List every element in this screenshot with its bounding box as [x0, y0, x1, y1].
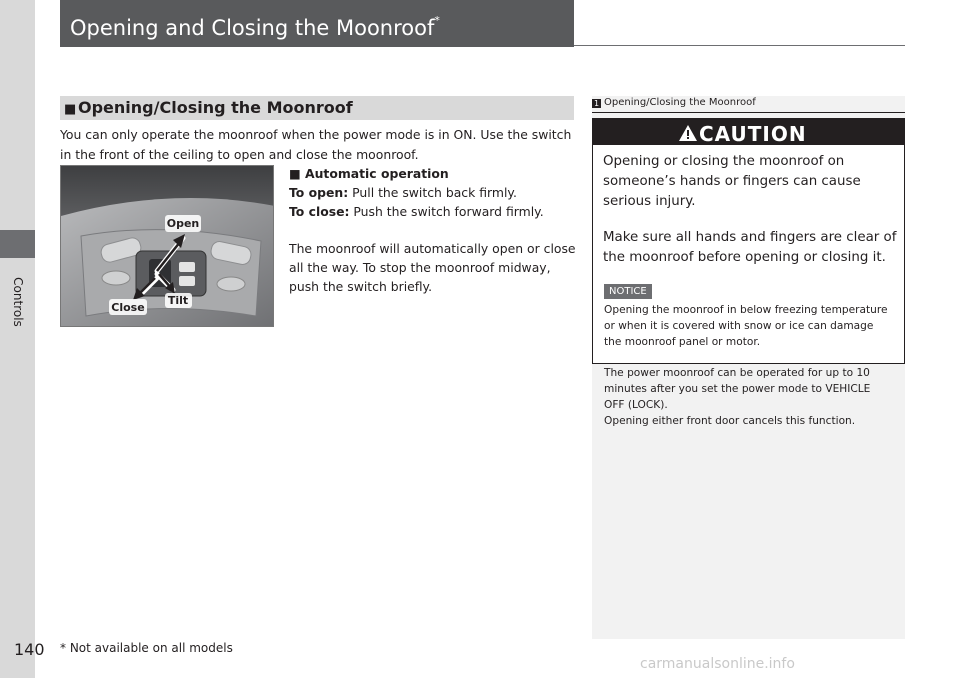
page-number: 140: [14, 640, 45, 659]
automatic-operation: [289, 164, 579, 296]
watermark: carmanualsonline.info: [640, 656, 795, 672]
to-close-line: To close: Push the switch forward firmly.: [289, 204, 544, 219]
notice-text: Opening the moonroof in below freezing temperature or when it is covered with snow or ice can damage the moonroof panel or motor. The power moonroof can be operated for up to 10 minutes after you set the power mode to VEHICLE OFF (LOCK). Opening either front door cancels this function.: [604, 304, 888, 427]
close-label: Close: [111, 301, 145, 314]
section-heading: [60, 96, 574, 120]
section-title: Opening/Closing the Moonroof: [78, 98, 353, 117]
moonroof-switch-photo: [60, 165, 274, 327]
page-header: [60, 0, 574, 47]
intro-text: You can only operate the moonroof when the power mode is in ON. Use the switch in the front of the ceiling to open and close the moonroof.: [60, 127, 572, 162]
reference-title: Opening/Closing the Moonroof: [604, 97, 756, 108]
page-title: Opening and Closing the Moonroof*: [70, 14, 440, 40]
side-tab-active-marker: [0, 230, 35, 258]
section-square-icon: ■: [64, 102, 77, 117]
open-label: Open: [166, 217, 200, 230]
side-tab-label: Controls: [10, 277, 25, 327]
automatic-operation-heading: ■ Automatic operation: [289, 166, 449, 181]
moonroof-switch-illustration: [61, 166, 274, 327]
to-open-line: To open: Pull the switch back firmly.: [289, 185, 517, 200]
side-tab: [0, 0, 35, 678]
caution-text: Opening or closing the moonroof on someone’s hands or fingers can cause serious injury. Make sure all hands and fingers are clear of the moonroof before opening or closing it.: [603, 154, 897, 265]
availability-mark: *: [434, 14, 440, 27]
notice-badge: NOTICE: [604, 284, 652, 299]
footnote: * Not available on all models: [60, 641, 233, 655]
automatic-note: The moonroof will automatically open or close all the way. To stop the moonroof midway, push the switch briefly.: [289, 241, 576, 294]
caution-word: CAUTION: [699, 122, 807, 146]
tilt-label: Tilt: [167, 294, 189, 307]
header-rule: [574, 45, 905, 46]
reference-icon: 1: [593, 99, 600, 108]
